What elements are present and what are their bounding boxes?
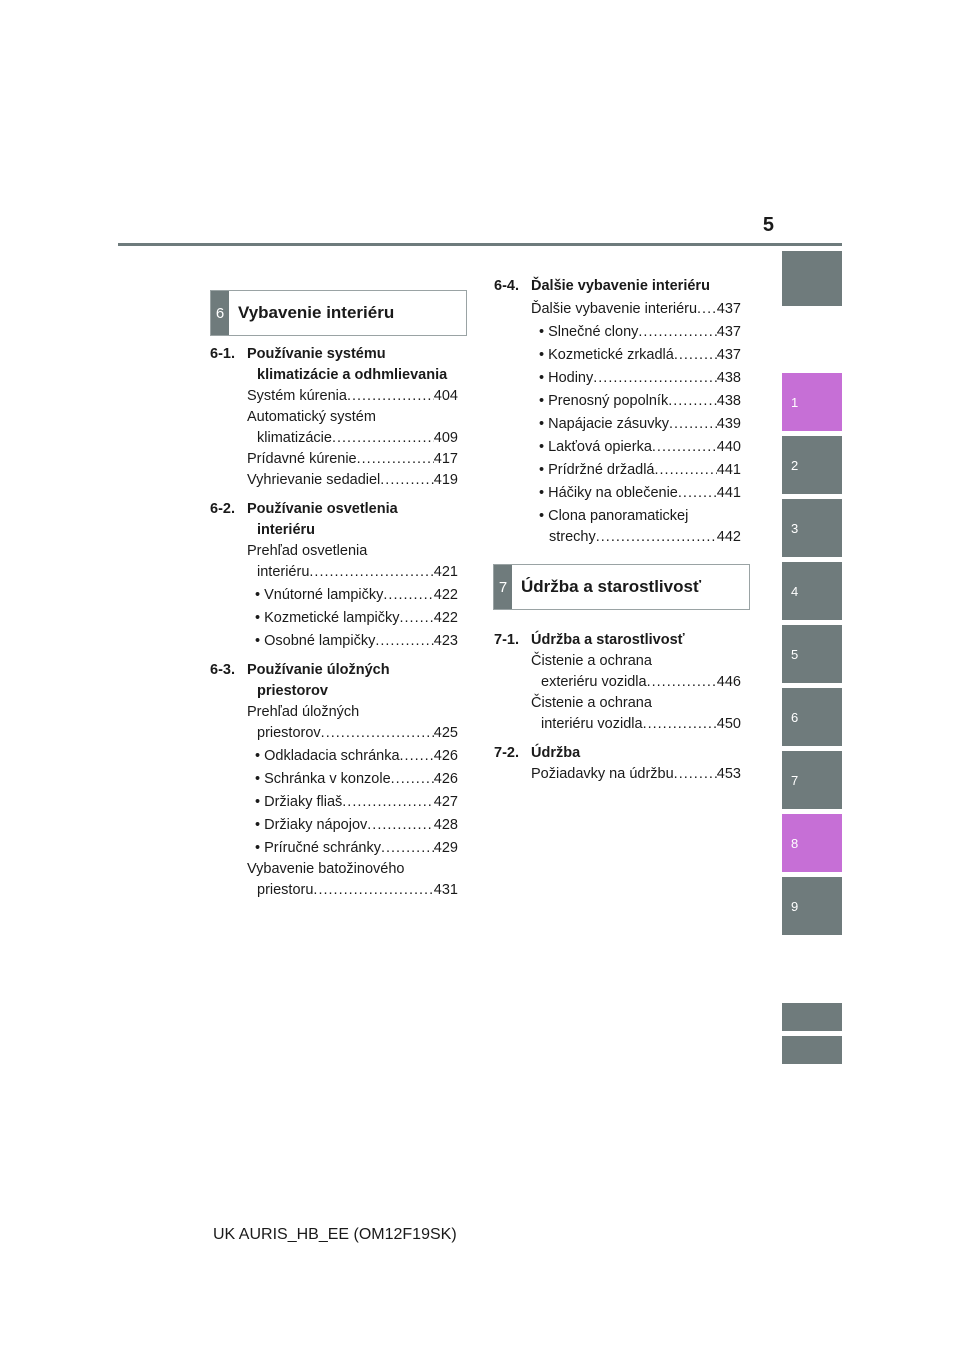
toc-entry[interactable]: • Schránka v konzole ..... 426 [210,769,458,790]
toc-entry[interactable]: • Napájacie zásuvky ..... 439 [494,414,741,435]
section-number: 6 [211,291,229,335]
toc-entry[interactable]: • Prídržné držadlá ..... 441 [494,460,741,481]
section-6-heading [210,290,467,336]
section-title: Údržba a starostlivosť [521,577,702,596]
toc-entry[interactable]: • Príručné schránky ..... 429 [210,838,458,859]
toc-entry[interactable]: • Osobné lampičky ..... 423 [210,631,458,652]
chapter-6-4[interactable]: 6-4. Ďalšie vybavenie interiéru [494,278,710,294]
toc-entry[interactable]: • Držiaky nápojov ..... 428 [210,815,458,836]
tab-2[interactable]: 2 [782,436,842,494]
toc-entry[interactable]: • Clona panoramatickej strechy ..... 442 [494,506,741,548]
chapter-7-1[interactable]: 7-1. Údržba a starostlivosť [494,632,685,648]
toc-entry[interactable]: • Prenosný popolník ..... 438 [494,391,741,412]
tab-9[interactable]: 9 [782,877,842,935]
toc-entry[interactable]: • Držiaky fliaš ..... 427 [210,792,458,813]
toc-entry[interactable]: Požiadavky na údržbu ..... 453 [494,764,741,785]
tab-3[interactable]: 3 [782,499,842,557]
document-footer-code: UK AURIS_HB_EE (OM12F19SK) [213,1226,457,1243]
chapter-6-2[interactable]: 6-2. Používanie osvetlenia interiéru [210,501,398,538]
tab-8[interactable]: 8 [782,814,842,872]
toc-entry[interactable]: Automatický systém klimatizácie ..... 409 [210,407,458,449]
toc-entry[interactable]: Prehľad osvetlenia interiéru ..... 421 [210,541,458,583]
tab-7[interactable]: 7 [782,751,842,809]
toc-entry[interactable]: • Háčiky na oblečenie ..... 441 [494,483,741,504]
tab-blank-bottom-1[interactable] [782,1003,842,1031]
toc-entry[interactable]: • Kozmetické lampičky ..... 422 [210,608,458,629]
header-rule [118,243,842,246]
toc-entry[interactable]: • Kozmetické zrkadlá ..... 437 [494,345,741,366]
toc-entry[interactable]: Čistenie a ochrana interiéru vozidla ..... 450 [494,693,741,735]
toc-column-left [210,344,458,901]
toc-entry[interactable]: • Lakťová opierka ..... 440 [494,437,741,458]
toc-entry[interactable]: Čistenie a ochrana exteriéru vozidla ..... 446 [494,651,741,693]
chapter-6-1[interactable]: 6-1. Používanie systému klimatizácie a odhmlievania [210,346,448,383]
tab-blank-top[interactable] [782,251,842,306]
tab-5[interactable]: 5 [782,625,842,683]
toc-entry[interactable]: Systém kúrenia ..... 404 [210,386,458,407]
tab-1[interactable]: 1 [782,373,842,431]
toc-column-right [494,276,741,785]
page-number: 5 [762,214,774,236]
tab-blank-bottom-2[interactable] [782,1036,842,1064]
chapter-tabs [782,0,842,1358]
tab-6[interactable]: 6 [782,688,842,746]
section-number: 7 [494,565,512,609]
toc-entry[interactable]: • Slnečné clony ..... 437 [494,322,741,343]
section-title: Vybavenie interiéru [238,303,395,322]
toc-entry[interactable]: • Hodiny ..... 438 [494,368,741,389]
toc-entry[interactable]: • Vnútorné lampičky ..... 422 [210,585,458,606]
chapter-6-3[interactable]: 6-3. Používanie úložných priestorov [210,662,390,699]
toc-entry[interactable]: • Odkladacia schránka ..... 426 [210,746,458,767]
toc-entry[interactable]: Vybavenie batožinového priestoru ..... 431 [210,859,458,901]
toc-entry[interactable]: Vyhrievanie sedadiel ..... 419 [210,470,458,491]
chapter-7-2[interactable]: 7-2. Údržba [494,745,581,761]
toc-entry[interactable]: Prehľad úložných priestorov ..... 425 [210,702,458,744]
toc-entry[interactable]: Prídavné kúrenie ..... 417 [210,449,458,470]
tab-4[interactable]: 4 [782,562,842,620]
toc-entry[interactable]: Ďalšie vybavenie interiéru ..... 437 [494,299,741,320]
